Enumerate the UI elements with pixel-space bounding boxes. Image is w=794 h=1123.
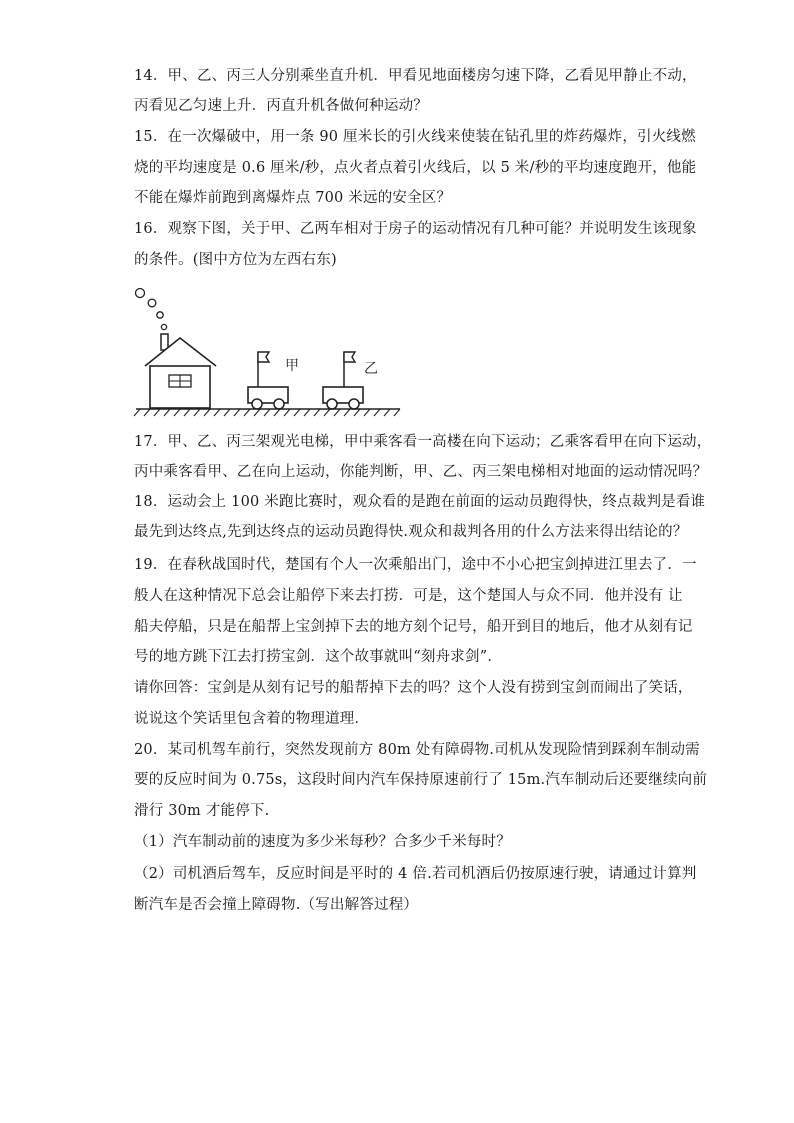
- car-a-label: 甲: [285, 358, 299, 374]
- car-b: [323, 352, 363, 409]
- q19-line-5: 请你回答：宝剑是从刻有记号的船帮掉下去的吗？这个人没有捞到宝剑而闹出了笑话，: [134, 680, 693, 696]
- smoke-puff: [136, 289, 145, 298]
- q19-line-3: 船夫停船，只是在船帮上宝剑掉下去的地方刻个记号，船开到目的地后，他才从刻有记: [134, 619, 693, 635]
- q16-line-2: 的条件。(图中方位为左西右东): [134, 252, 337, 268]
- q19-line-2: 般人在这种情况下总会让船停下来去打捞．可是，这个楚国人与众不同．他并没有 让: [134, 588, 683, 604]
- q18-line-2: 最先到达终点,先到达终点的运动员跑得快.观众和裁判各用的什么方法来得出结论的？: [134, 524, 688, 540]
- car-a: [248, 352, 288, 409]
- q19-line-4: 号的地方跳下江去打捞宝剑．这个故事就叫“刻舟求剑”．: [134, 649, 503, 665]
- q19-line-1: 19．在春秋战国时代，楚国有个人一次乘船出门，途中不小心把宝剑掉进江里去了．一: [134, 557, 697, 573]
- house-roof: [145, 338, 216, 366]
- q20-line-1: 20．某司机驾车前行，突然发现前方 80m 处有障碍物.司机从发现险情到踩刹车制动需: [134, 742, 700, 758]
- q18-line-1: 18．运动会上 100 米跑比赛时，观众看的是跑在前面的运动员跑得快，终点裁判是看谁: [134, 494, 706, 510]
- house-cars-figure: [130, 282, 404, 418]
- q15-line-1: 15．在一次爆破中，用一条 90 厘米长的引火线来使装在钻孔里的炸药爆炸，引火线燃: [134, 129, 696, 145]
- car-b-label: 乙: [364, 361, 378, 377]
- ground-hatching: [134, 409, 400, 416]
- q17-line-1: 17．甲、乙、丙三架观光电梯，甲中乘客看一高楼在向下运动；乙乘客看甲在向下运动，: [134, 434, 712, 450]
- q20-subquestion-2-line-2: 断汽车是否会撞上障碍物.（写出解答过程）: [134, 897, 419, 913]
- q14-line-1: 14．甲、乙、丙三人分别乘坐直升机．甲看见地面楼房匀速下降，乙看见甲静止不动，: [134, 68, 697, 84]
- q20-subquestion-2-line-1: （2）司机酒后驾车，反应时间是平时的 4 倍.若司机酒后仍按原速行驶，请通过计算判: [134, 866, 697, 882]
- q20-line-2: 要的反应时间为 0.75s，这段时间内汽车保持原速前行了 15m.汽车制动后还要继续向前: [134, 772, 708, 788]
- q14-line-2: 丙看见乙匀速上升．丙直升机各做何种运动？: [134, 98, 428, 114]
- q15-line-2: 烧的平均速度是 0.6 厘米/秒，点火者点着引火线后，以 5 米/秒的平均速度跑开，他能: [134, 160, 697, 176]
- smoke-puff: [148, 299, 156, 307]
- q17-line-2: 丙中乘客看甲、乙在向上运动，你能判断，甲、乙、丙三架电梯相对地面的运动情况吗？: [134, 464, 708, 480]
- q20-line-3: 滑行 30m 才能停下.: [134, 803, 270, 819]
- smoke-puff: [157, 312, 163, 318]
- q16-line-1: 16．观察下图，关于甲、乙两车相对于房子的运动情况有几种可能？并说明发生该现象: [134, 221, 697, 237]
- smoke-puff: [161, 324, 166, 329]
- q19-line-6: 说说这个笑话里包含着的物理道理．: [134, 711, 370, 727]
- q15-line-3: 不能在爆炸前跑到离爆炸点 700 米远的安全区？: [134, 190, 452, 206]
- q20-subquestion-1: （1）汽车制动前的速度为多少米每秒？合多少千米每时？: [134, 834, 511, 850]
